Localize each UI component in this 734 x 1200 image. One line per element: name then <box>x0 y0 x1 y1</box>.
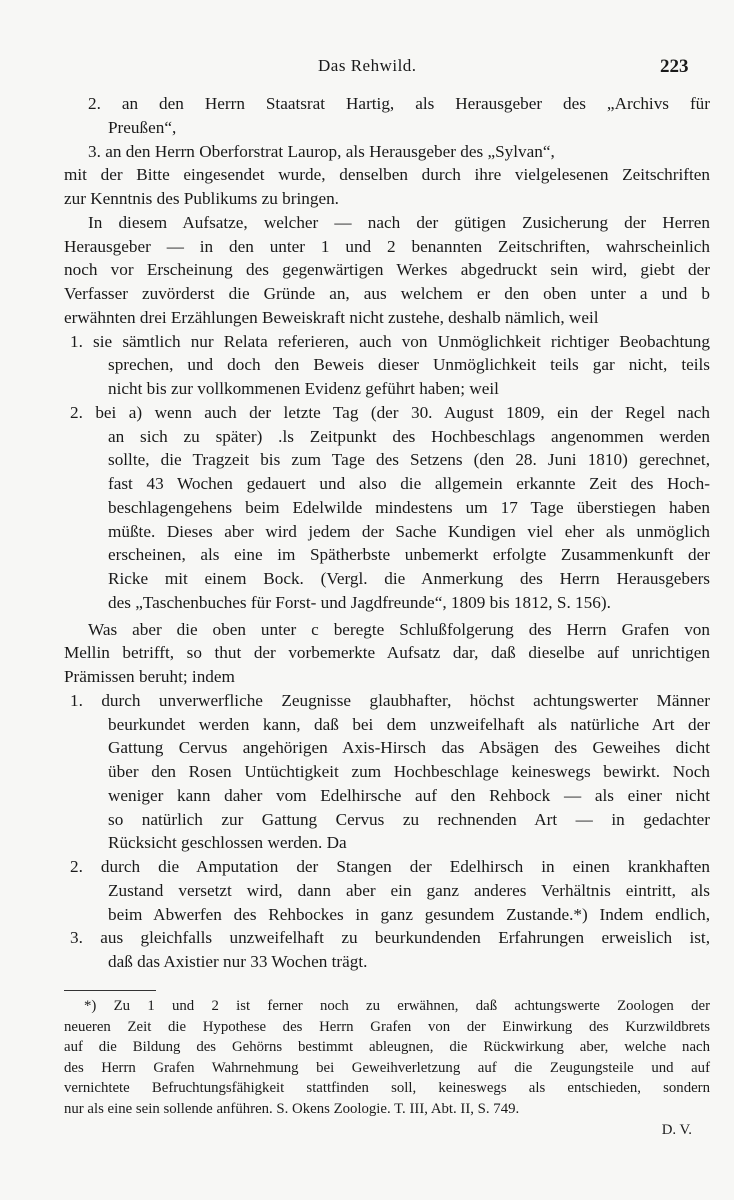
text-line: an sich zu später) .ls Zeitpunkt des Hochbeschlags angenommen werden <box>108 426 710 446</box>
text-line: weniger kann daher vom Edelhirsche auf den Rehbock — als einer nicht <box>108 785 710 805</box>
text-line: Was aber die oben unter c beregte Schlußfolgerung des Herrn Grafen von <box>88 619 710 639</box>
text-line: Gattung Cervus angehörigen Axis-Hirsch das Absägen des Geweihes dicht <box>108 738 710 758</box>
text-line: Prämissen beruht; indem <box>64 667 235 686</box>
text-line: 2. durch die Amputation der Stangen der Edelhirsch in einen krankhaften <box>70 857 710 876</box>
text-line: Preußen“, <box>108 117 177 137</box>
text-line: 1. sie sämtlich nur Relata referieren, auch von Unmöglichkeit richtiger Beobachtung <box>70 331 710 351</box>
footnote <box>64 996 710 1140</box>
text-line: sprechen, und doch den Beweis dieser Unmöglichkeit teils gar nicht, teils <box>108 355 710 375</box>
page-number: 223 <box>660 56 689 77</box>
footnote-line: des Herrn Grafen Wahrnehmung bei Geweihverletzung auf die Zeugungsteile und auf <box>64 1059 710 1076</box>
text-line: In diesem Aufsatze, welcher — nach der gütigen Zusicherung der Herren <box>88 212 710 232</box>
footnote-signature: D. V. <box>661 1121 692 1138</box>
text-line: erscheinen, als eine im Spätherbste unbemerkt erfolgte Zusammenkunft der <box>108 545 710 565</box>
text-line: zur Kenntnis des Publikums zu bringen. <box>64 189 339 208</box>
text-line: erwähnten drei Erzählungen Beweiskraft nicht zustehe, deshalb nämlich, weil <box>64 307 599 327</box>
text-line: 2. bei a) wenn auch der letzte Tag (der 30. August 1809, ein der Regel nach <box>70 402 710 422</box>
text-line: beurkundet werden kann, daß bei dem unzweifelhaft als natürliche Art der <box>108 714 710 734</box>
text-line: Verfasser zuvörderst die Gründe an, aus welchem er den oben unter a und b <box>64 284 710 303</box>
footnote-line: nur als eine sein sollende anführen. S. Okens Zoologie. T. III, Abt. II, S. 749. <box>64 1100 520 1117</box>
text-line: Mellin betrifft, so thut der vorbemerkte Aufsatz dar, daß dieselbe auf unrichtigen <box>64 643 710 663</box>
footnote-line: *) Zu 1 und 2 ist ferner noch zu erwähnen, daß achtungswerte Zoologen der <box>84 998 710 1014</box>
text-line: beschlagengehens beim Edelwilde mindestens um 17 Tage überstiegen haben <box>108 497 710 517</box>
text-line: 3. an den Herrn Oberforstrat Laurop, als Herausgeber des „Sylvan“, <box>88 141 555 161</box>
text-line: sollte, die Tragzeit bis zum Tage des Setzens (den 28. Juni 1810) gerechnet, <box>108 450 710 470</box>
text-line: 3. aus gleichfalls unzweifelhaft zu beurkundenden Erfahrungen erweislich ist, <box>70 928 710 948</box>
text-line: mit der Bitte eingesendet wurde, denselben durch ihre vielgelesenen Zeitschriften <box>64 165 710 185</box>
text-line: 1. durch unverwerfliche Zeugnisse glaubhafter, höchst achtungswerter Männer <box>70 690 710 710</box>
text-line: fast 43 Wochen gedauert und also die allgemein erkannte Zeit des Hoch- <box>108 474 710 493</box>
text-line: müßte. Dieses aber wird jedem der Sache Kundigen viel eher als unmöglich <box>108 521 710 541</box>
text-line: Zustand versetzt wird, dann aber ein ganz anderes Verhältnis eintritt, als <box>108 880 710 900</box>
running-header <box>0 56 734 80</box>
text-line: Rücksicht geschlossen werden. Da <box>108 833 347 853</box>
footnote-line: auf die Bildung des Gehörns bestimmt ableugnen, die Rückwirkung aber, welche nach <box>64 1039 710 1056</box>
text-line: Herausgeber — in den unter 1 und 2 benannten Zeitschriften, wahrscheinlich <box>64 236 710 256</box>
footnote-divider <box>64 990 156 991</box>
text-line: nicht bis zur vollkommenen Evidenz geführt haben; weil <box>108 379 499 398</box>
running-title: Das Rehwild. <box>318 56 417 75</box>
text-line: 2. an den Herrn Staatsrat Hartig, als Herausgeber des „Archivs für <box>88 94 710 113</box>
text-line: des „Taschenbuches für Forst- und Jagdfreunde“, 1809 bis 1812, S. 156). <box>108 592 611 612</box>
text-line: noch vor Erscheinung des gegenwärtigen Werkes abgedruckt sein wird, giebt der <box>64 260 710 280</box>
text-line: über den Rosen Untüchtigkeit zum Hochbeschlage keineswegs bewirkt. Noch <box>108 762 710 781</box>
footnote-line: vernichtete Befruchtungsfähigkeit stattfinden soll, keineswegs als entschieden, sondern <box>64 1080 710 1097</box>
text-line: beim Abwerfen des Rehbockes in ganz gesundem Zustande.*) Indem endlich, <box>108 904 710 924</box>
body-text <box>64 92 710 974</box>
text-line: Ricke mit einem Bock. (Vergl. die Anmerkung des Herrn Herausgebers <box>108 569 710 588</box>
text-line: daß das Axistier nur 33 Wochen trägt. <box>108 952 368 971</box>
footnote-line: neueren Zeit die Hypothese des Herrn Grafen von der Einwirkung des Kurzwildbrets <box>64 1018 710 1035</box>
text-line: so natürlich zur Gattung Cervus zu rechnenden Art — in gedachter <box>108 809 710 829</box>
